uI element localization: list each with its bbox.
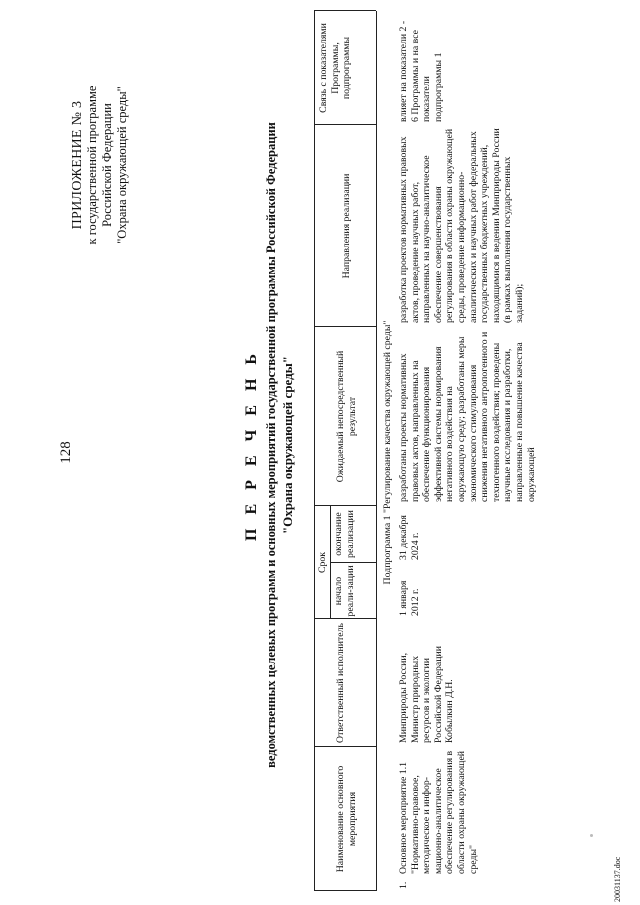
header-executor: Ответственный исполнитель: [335, 623, 346, 743]
row-result: разработаны проекты нормативных правовых актов, направленных на обеспечение функционирования эффективной системы нормирования негативного воздействия на окружающую среду; разработаны меры экономического стимулирования снижения негативного антропогенного и техногенного воздействия; проведены научные исследования и разработки, направленные на повышение качества окружающей: [398, 331, 537, 502]
header-result: Ожидаемый непосредственный результат: [335, 350, 358, 483]
title-line-1: П Е Р Е Ч Е Н Ь: [243, 349, 260, 541]
row-link: влияет на показатели 2 - 6 Программы и на все показатели подпрограммы 1: [398, 20, 444, 122]
appendix-line-1: ПРИЛОЖЕНИЕ № 3: [70, 100, 85, 230]
col-divider-5: [314, 326, 376, 327]
appendix-line-2: к государственной программе: [85, 85, 99, 245]
scan-dot-mark: [590, 834, 593, 837]
file-footer: 20031137.doc: [613, 856, 622, 902]
row-executor: Минприроды России, Министр природных ресурсов и экологии Российской Федерации Кобылкин Д.Н.: [398, 646, 456, 743]
table-left-border: [314, 890, 376, 891]
header-directions: Направления реализации: [341, 173, 352, 279]
header-term: Срок: [317, 551, 328, 574]
row-end: 31 декабря 2024 г.: [398, 515, 421, 560]
appendix-line-3: Российской Федерации: [100, 103, 114, 227]
title-line-2: ведомственных целевых программ и основных мероприятий государственной программы Российской Федерации: [264, 122, 278, 768]
title-line-3: "Охрана окружающей среды": [280, 355, 295, 535]
subprogram-title: Подпрограмма 1 "Регулирование качества окружающей среды": [382, 320, 393, 585]
appendix-block: [70, 0, 130, 330]
header-start: начало реали-зации: [333, 565, 356, 617]
row-directions: разработка проектов нормативных правовых актов, проведение научных работ, направленных на научно-аналитическое обеспечение совершенствования регулирования в области охраны окружающей среды, проведение информационно-аналитических и научных работ федеральных государственных бюджетных учреждений, находящимися в ведении Минприроды России (в рамках выполнения государственных заданий);: [398, 128, 525, 323]
row-start: 1 января 2012 г.: [398, 580, 421, 616]
table-header-bottom-border: [376, 11, 377, 891]
row-number: 1.: [398, 881, 409, 889]
document-title: [242, 5, 296, 885]
table-top-border: [314, 11, 315, 891]
header-link: Связь с показателями Программы, подпрограммы: [318, 23, 352, 113]
col-divider-3: [330, 562, 376, 563]
header-end: окончание реализации: [333, 510, 356, 558]
table-right-border: [314, 10, 376, 11]
header-name: Наименование основного мероприятия: [335, 765, 358, 873]
page-number: 128: [58, 441, 74, 464]
appendix-line-4: "Охрана окружающей среды": [115, 86, 129, 244]
col-divider-6: [314, 124, 376, 125]
row-name: Основное мероприятие 1.1 "Нормативно-правовое, методическое и инфор-мационно-аналитическое обеспечение регулирования в области охраны окружающей среды": [398, 750, 479, 874]
col-divider-1: [314, 746, 376, 747]
